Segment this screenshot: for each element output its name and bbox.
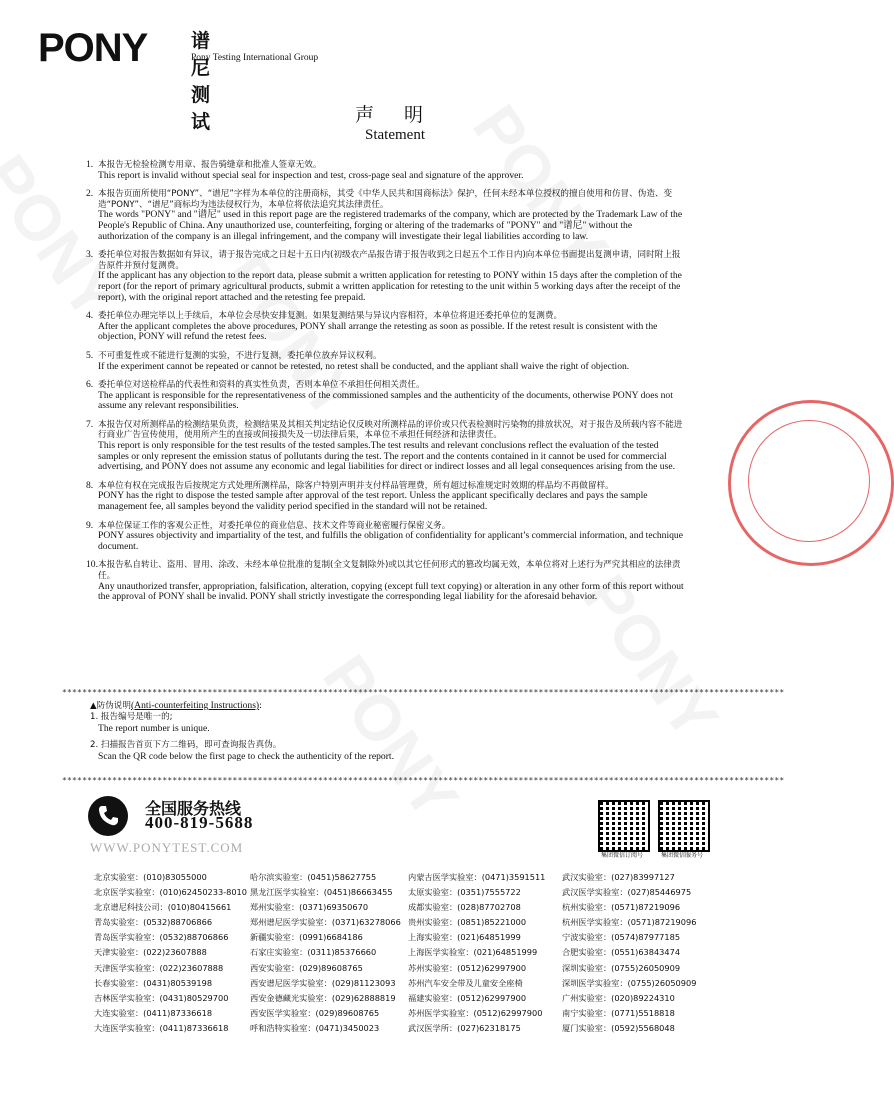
brand-cn: 谱尼测试 [191,30,215,133]
lab-entry: 青岛实验室：(0532)88706866 [94,917,213,928]
lab-entry: 合肥实验室：(0551)63843474 [562,947,681,958]
statement-item [86,249,684,303]
lab-entry: 苏州汽车安全带及儿童安全座椅 [408,977,523,988]
lab-entry: 深圳实验室：(0755)26050909 [562,962,681,973]
lab-entry: 郑州实验室：(0371)69350670 [250,902,369,913]
divider-stars: ************************************************************************************************************************************************ [62,688,785,697]
item-number: 2. [86,188,94,200]
lab-entry: 郑州谱尼医学实验室：(0371)63278066 [250,917,401,928]
lab-entry: 厦门实验室：(0592)5568048 [562,1022,675,1033]
lab-directory [94,870,704,1036]
lab-entry: 天津医学实验室：(022)23607888 [94,962,224,973]
lab-entry: 西安金德藏光实验室：(029)62888819 [250,992,396,1003]
lab-entry: 天津实验室：(022)23607888 [94,947,207,958]
lab-entry: 上海实验室：(021)64851999 [408,932,521,943]
phone-icon [88,796,128,836]
item-text-cn: 不可重复性或不能进行复测的实验，不进行复测，委托单位放弃异议权利。 [98,350,382,361]
item-number: 1. [86,159,94,170]
title-cn: 声 明 [354,104,436,126]
statement-item [86,418,684,473]
item-text-cn: 本单位有权在完成报告后按规定方式处理所测样品，除客户特别声明并支付样品管理费，所有超过标准规定时效期的样品均不再做留样。 [98,480,614,491]
hotline-label: 全国服务热线 [145,799,242,818]
item-text-en: If the experiment cannot be repeated or cannot be retested, no retest shall be conducted, and the appliant shall waive the right of objection. [98,360,630,372]
lab-entry: 大连医学实验室：(0411)87336618 [94,1022,229,1033]
lab-entry: 西安谱尼医学实验室：(029)81123093 [250,977,396,988]
lab-entry: 吉林医学实验室：(0431)80529700 [94,992,229,1003]
item-text-cn: 本报告无检验检测专用章、报告骑缝章和批准人签章无效。 [98,160,322,170]
lab-entry: 哈尔滨实验室：(0451)58627755 [250,872,377,882]
statement-item [86,188,684,242]
lab-entry: 大连实验室：(0411)87336618 [94,1007,213,1018]
anti-line2-en: Scan the QR code below the first page to check the authenticity of the report. [98,751,394,762]
statement-item [86,519,684,553]
lab-entry: 内蒙古医学实验室：(0471)3591511 [408,872,546,882]
lab-entry: 南宁实验室：(0771)5518818 [562,1007,675,1018]
item-text-en: This report is only responsible for the test results of the tested samples.The test results and relevant conclusions reflect the evaluation of the tested samples or only represent the emission status of pollutants during the test. The report and the contents contained in it cannot be used for commercial advertising, and PONY does not assume any economic and legal liabilities for direct or indirect losses and all legal consequences arising from the use. [98,440,675,473]
item-number: 8. [86,479,94,491]
lab-entry: 广州实验室：(020)89224310 [562,992,675,1003]
qr-code-right [658,800,710,852]
lab-entry: 长春实验室：(0431)80539198 [94,977,213,988]
lab-entry: 宁波实验室：(0574)87977185 [562,932,681,943]
statement-item [86,559,684,603]
divider-stars: ************************************************************************************************************************************************ [62,776,785,785]
item-text-en: PONY assures objectivity and impartiality of the test, and fulfills the obligation of confidentiality for applicant’s commercial information, and technique document. [98,530,683,552]
statement-item [86,159,684,181]
qr-label-left: 集团微信订阅号 [600,852,643,859]
lab-entry: 杭州实验室：(0571)87219096 [562,902,681,913]
lab-entry: 福建实验室：(0512)62997900 [408,992,527,1003]
item-number: 5. [86,349,94,361]
lab-entry: 西安医学实验室：(029)89608765 [250,1007,380,1018]
statement-item [86,479,684,513]
lab-entry: 青岛医学实验室：(0532)88706866 [94,932,229,943]
anti-line2-cn: 2. 扫描报告首页下方二维码，即可查询报告真伪。 [90,740,282,750]
lab-entry: 太原实验室：(0351)7555722 [408,887,521,898]
lab-entry: 西安实验室：(029)89608765 [250,962,363,973]
official-seal-inner [748,420,870,542]
item-text-en: The words "PONY" and "谱尼" used in this report page are the registered trademarks of the company, which are protected by the Trademark Law of the People's Republic of China. Any unauthorized use, counterfeiting, forging or altering of the trademarks of "PONY" and "谱尼" without the authorization of the company is an illegal infringement, and the company will investigate their legal liabilities according to law. [98,209,683,242]
qr-code-left [598,800,650,852]
statement-item [86,310,684,343]
lab-entry: 苏州实验室：(0512)62997900 [408,962,527,973]
item-text-cn: 本报告私自转让、盗用、冒用、涂改、未经本单位批准的复制(全文复制除外)或以其它任何形式的篡改均属无效，本单位将对上述行为严究其相应的法律责任。 [98,560,681,581]
lab-entry: 北京谱尼科技公司：(010)80415661 [94,902,232,913]
lab-entry: 武汉医学所：(027)62318175 [408,1022,521,1033]
item-text-en: This report is invalid without special seal for inspection and test, cross-page seal and signature of the approver. [98,169,524,181]
item-text-cn: 委托单位对报告数据如有异议，请于报告完成之日起十五日内(初级农产品报告请于报告收到之日起五个工作日内)向本单位书面提出复测申请，同时附上报告原件并预付复测费。 [98,250,681,271]
title-en: Statement [365,127,425,143]
item-number: 7. [86,418,94,430]
item-text-en: Any unauthorized transfer, appropriation, falsification, alteration, copying (except full text copying) or alteration in any other form of this report without the approval of PONY shall be invalid. PONY shall strictly investigate the corresponding legal liability for the aforesaid behavior. [98,580,684,603]
lab-entry: 武汉实验室：(027)83997127 [562,872,675,882]
item-text-cn: 本报告仅对所测样品的检测结果负责，检测结果及其相关判定结论仅反映对所测样品的评价或只代表检测时污染物的排放状况，对于报告及所载内容不能进行商业广告宣传使用，使用所产生的直接或间接损失及一切法律后果，本单位不承担任何经济和法律责任。 [98,419,683,441]
anti-line1-en: The report number is unique. [98,723,210,734]
brand-en: Pony Testing International Group [191,53,319,63]
item-text-cn: 委托单位对送检样品的代表性和资料的真实性负责，否则本单位不承担任何相关责任。 [98,380,425,391]
anti-heading: ▲防伪说明(Anti-counterfeiting Instructions): [90,700,262,711]
hotline-number: 400-819-5688 [145,813,254,832]
lab-entry: 上海医学实验室：(021)64851999 [408,947,538,958]
item-number: 3. [86,249,94,261]
statement-item [86,379,684,412]
lab-entry: 苏州医学实验室：(0512)62997900 [408,1007,543,1018]
lab-entry: 深圳医学实验室：(0755)26050909 [562,977,697,988]
lab-entry: 黑龙江医学实验室：(0451)86663455 [250,887,393,898]
item-text-cn: 本单位保证工作的客观公正性，对委托单位的商业信息、技术文件等商业秘密履行保密义务。 [98,520,451,531]
item-number: 4. [86,310,94,322]
item-text-en: If the applicant has any objection to the report data, please submit a written application for retesting to PONY within 15 days after the completion of the report (for the report of primary agricultural products, submit a written application for retesting to the unit within 5 working days after the receipt of the report), with the original report attached and the retesting fee prepaid. [98,270,682,303]
lab-entry: 北京医学实验室：(010)62450233-8010 [94,887,247,898]
anti-line1-cn: 1. 报告编号是唯一的; [90,712,173,722]
lab-entry: 成都实验室：(028)87702708 [408,902,521,913]
lab-entry: 新疆实验室：(0991)6684186 [250,932,363,943]
statement-list [86,159,684,611]
qr-label-right: 集团微信服务号 [660,852,703,859]
brand-logo: PONY [38,26,148,70]
anti-counterfeit-section [90,700,690,762]
lab-entry: 武汉医学实验室：(027)85446975 [562,887,692,898]
lab-entry: 石家庄实验室：(0311)85376660 [250,947,377,958]
item-text-en: The applicant is responsible for the representativeness of the commissioned samples and the authenticity of the documents, otherwise PONY does not assume any relevant responsibilities. [98,389,673,412]
website-link[interactable]: WWW.PONYTEST.COM [90,840,244,855]
item-number: 9. [86,519,94,531]
lab-entry: 北京实验室：(010)83055000 [94,872,207,882]
item-text-en: PONY has the right to dispose the tested sample after approval of the test report. Unless the applicant specifically declares and pays the sample management fee, all samples beyond the validity period specified in the standard will not be retained. [98,490,648,513]
lab-entry: 贵州实验室：(0851)85221000 [408,917,527,928]
item-number: 6. [86,379,94,391]
item-text-en: After the applicant completes the above procedures, PONY shall arrange the retesting as soon as possible. If the retest result is consistent with the objection, PONY will refund the retest fees. [98,320,658,343]
lab-entry: 呼和浩特实验室：(0471)3450023 [250,1022,380,1033]
item-text-cn: 本报告页面所使用“PONY”、“谱尼”字样为本单位的注册商标，其受《中华人民共和国商标法》保护，任何未经本单位授权的擅自使用和仿冒、伪造、变造“PONY”、“谱尼”商标均为违法侵权行为，本单位将依法追究其法律责任。 [98,189,673,210]
statement-item [86,349,684,372]
item-number: 10. [86,559,98,571]
lab-entry: 杭州医学实验室：(0571)87219096 [562,917,697,928]
item-text-cn: 委托单位办理完毕以上手续后，本单位会尽快安排复测。如果复测结果与异议内容相符，本单位将退还委托单位的复测费。 [98,311,563,322]
